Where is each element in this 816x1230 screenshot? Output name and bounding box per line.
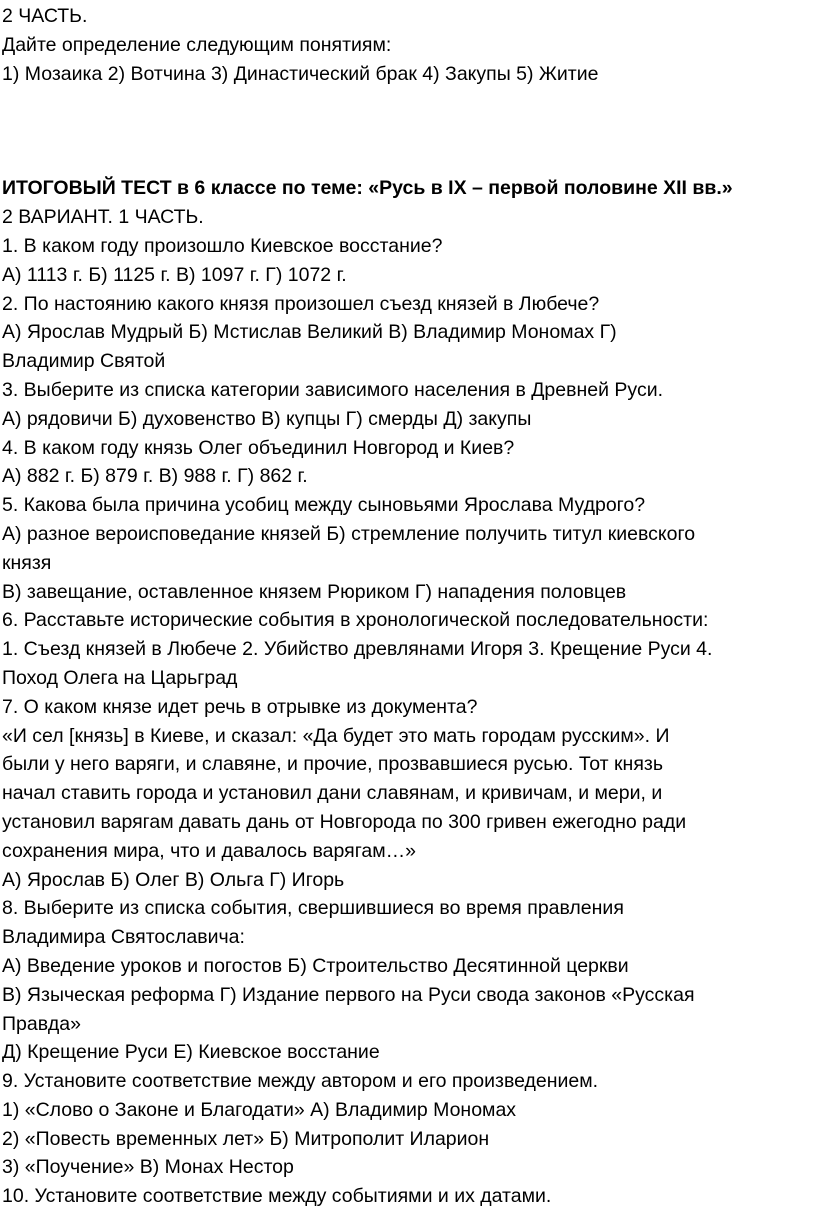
text-line: установил варягам давать дань от Новгорода по 300 гривен ежегодно ради <box>2 810 687 833</box>
terms-list: 1) Мозаика 2) Вотчина 3) Династический брак 4) Закупы 5) Житие <box>2 62 599 85</box>
text-line: В) Языческая реформа Г) Издание первого на Руси свода законов «Русская <box>2 983 695 1006</box>
text-line: 6. Расставьте исторические события в хронологической последовательности: <box>2 609 709 632</box>
text-line: 7. О каком князе идет речь в отрывке из документа? <box>2 695 478 718</box>
text-line: 1. Съезд князей в Любече 2. Убийство древлянами Игоря 3. Крещение Руси 4. <box>2 638 713 661</box>
text-line: А) Ярослав Б) Олег В) Ольга Г) Игорь <box>2 868 345 891</box>
text-line: начал ставить города и установил дани славянам, и кривичам, и мери, и <box>2 782 663 805</box>
text-line: А) 882 г. Б) 879 г. В) 988 г. Г) 862 г. <box>2 465 308 488</box>
text-line: А) разное вероисповедание князей Б) стремление получить титул киевского <box>2 522 696 545</box>
text-line: Правда» <box>2 1012 81 1035</box>
text-line: 1. В каком году произошло Киевское восстание? <box>2 234 443 257</box>
text-line: А) 1113 г. Б) 1125 г. В) 1097 г. Г) 1072 г. <box>2 263 347 286</box>
variant-heading: 2 ВАРИАНТ. 1 ЧАСТЬ. <box>2 206 204 229</box>
text-line: Владимир Святой <box>2 350 166 373</box>
text-line: 5. Какова была причина усобиц между сыновьями Ярослава Мудрого? <box>2 494 646 517</box>
text-line: 1) «Слово о Законе и Благодати» А) Владимир Мономах <box>2 1098 517 1121</box>
text-line: «И сел [князь] в Киеве, и сказал: «Да будет это мать городам русским». И <box>2 724 670 747</box>
text-line: А) Введение уроков и погостов Б) Строительство Десятинной церкви <box>2 954 629 977</box>
text-line: 8. Выберите из списка события, свершившиеся во время правления <box>2 897 624 920</box>
text-line: 9. Установите соответствие между автором и его произведением. <box>2 1070 599 1093</box>
text-line: 3. Выберите из списка категории зависимого населения в Древней Руси. <box>2 378 664 401</box>
text-line: А) рядовичи Б) духовенство В) купцы Г) смерды Д) закупы <box>2 407 532 430</box>
text-line: 2) «Повесть временных лет» Б) Митрополит Иларион <box>2 1127 490 1150</box>
blank-space <box>2 88 816 174</box>
text-line: 2. По настоянию какого князя произошел съезд князей в Любече? <box>2 292 600 315</box>
text-line: сохранения мира, что и давалось варягам…» <box>2 839 416 862</box>
text-line: Владимира Святославича: <box>2 926 245 949</box>
text-line: 10. Установите соответствие между событиями и их датами. <box>2 1185 552 1208</box>
text-line: А) Ярослав Мудрый Б) Мстислав Великий В) Владимир Мономах Г) <box>2 321 617 344</box>
text-line: 3) «Поучение» В) Монах Нестор <box>2 1156 294 1179</box>
text-line: князя <box>2 551 52 574</box>
text-line: были у него варяги, и славяне, и прочие, прозвавшиеся русью. Тот князь <box>2 753 663 776</box>
part-instruction: Дайте определение следующим понятиям: <box>2 33 392 56</box>
text-line: 4. В каком году князь Олег объединил Новгород и Киев? <box>2 436 515 459</box>
part-heading: 2 ЧАСТЬ. <box>2 5 88 27</box>
text-line: В) завещание, оставленное князем Рюриком Г) нападения половцев <box>2 580 627 603</box>
text-line: Д) Крещение Руси Е) Киевское восстание <box>2 1041 380 1064</box>
text-line: Поход Олега на Царьград <box>2 666 238 689</box>
test-questions <box>2 232 816 1211</box>
test-title: ИТОГОВЫЙ ТЕСТ в 6 классе по теме: «Русь в IX – первой половине XII вв.» <box>2 177 733 200</box>
